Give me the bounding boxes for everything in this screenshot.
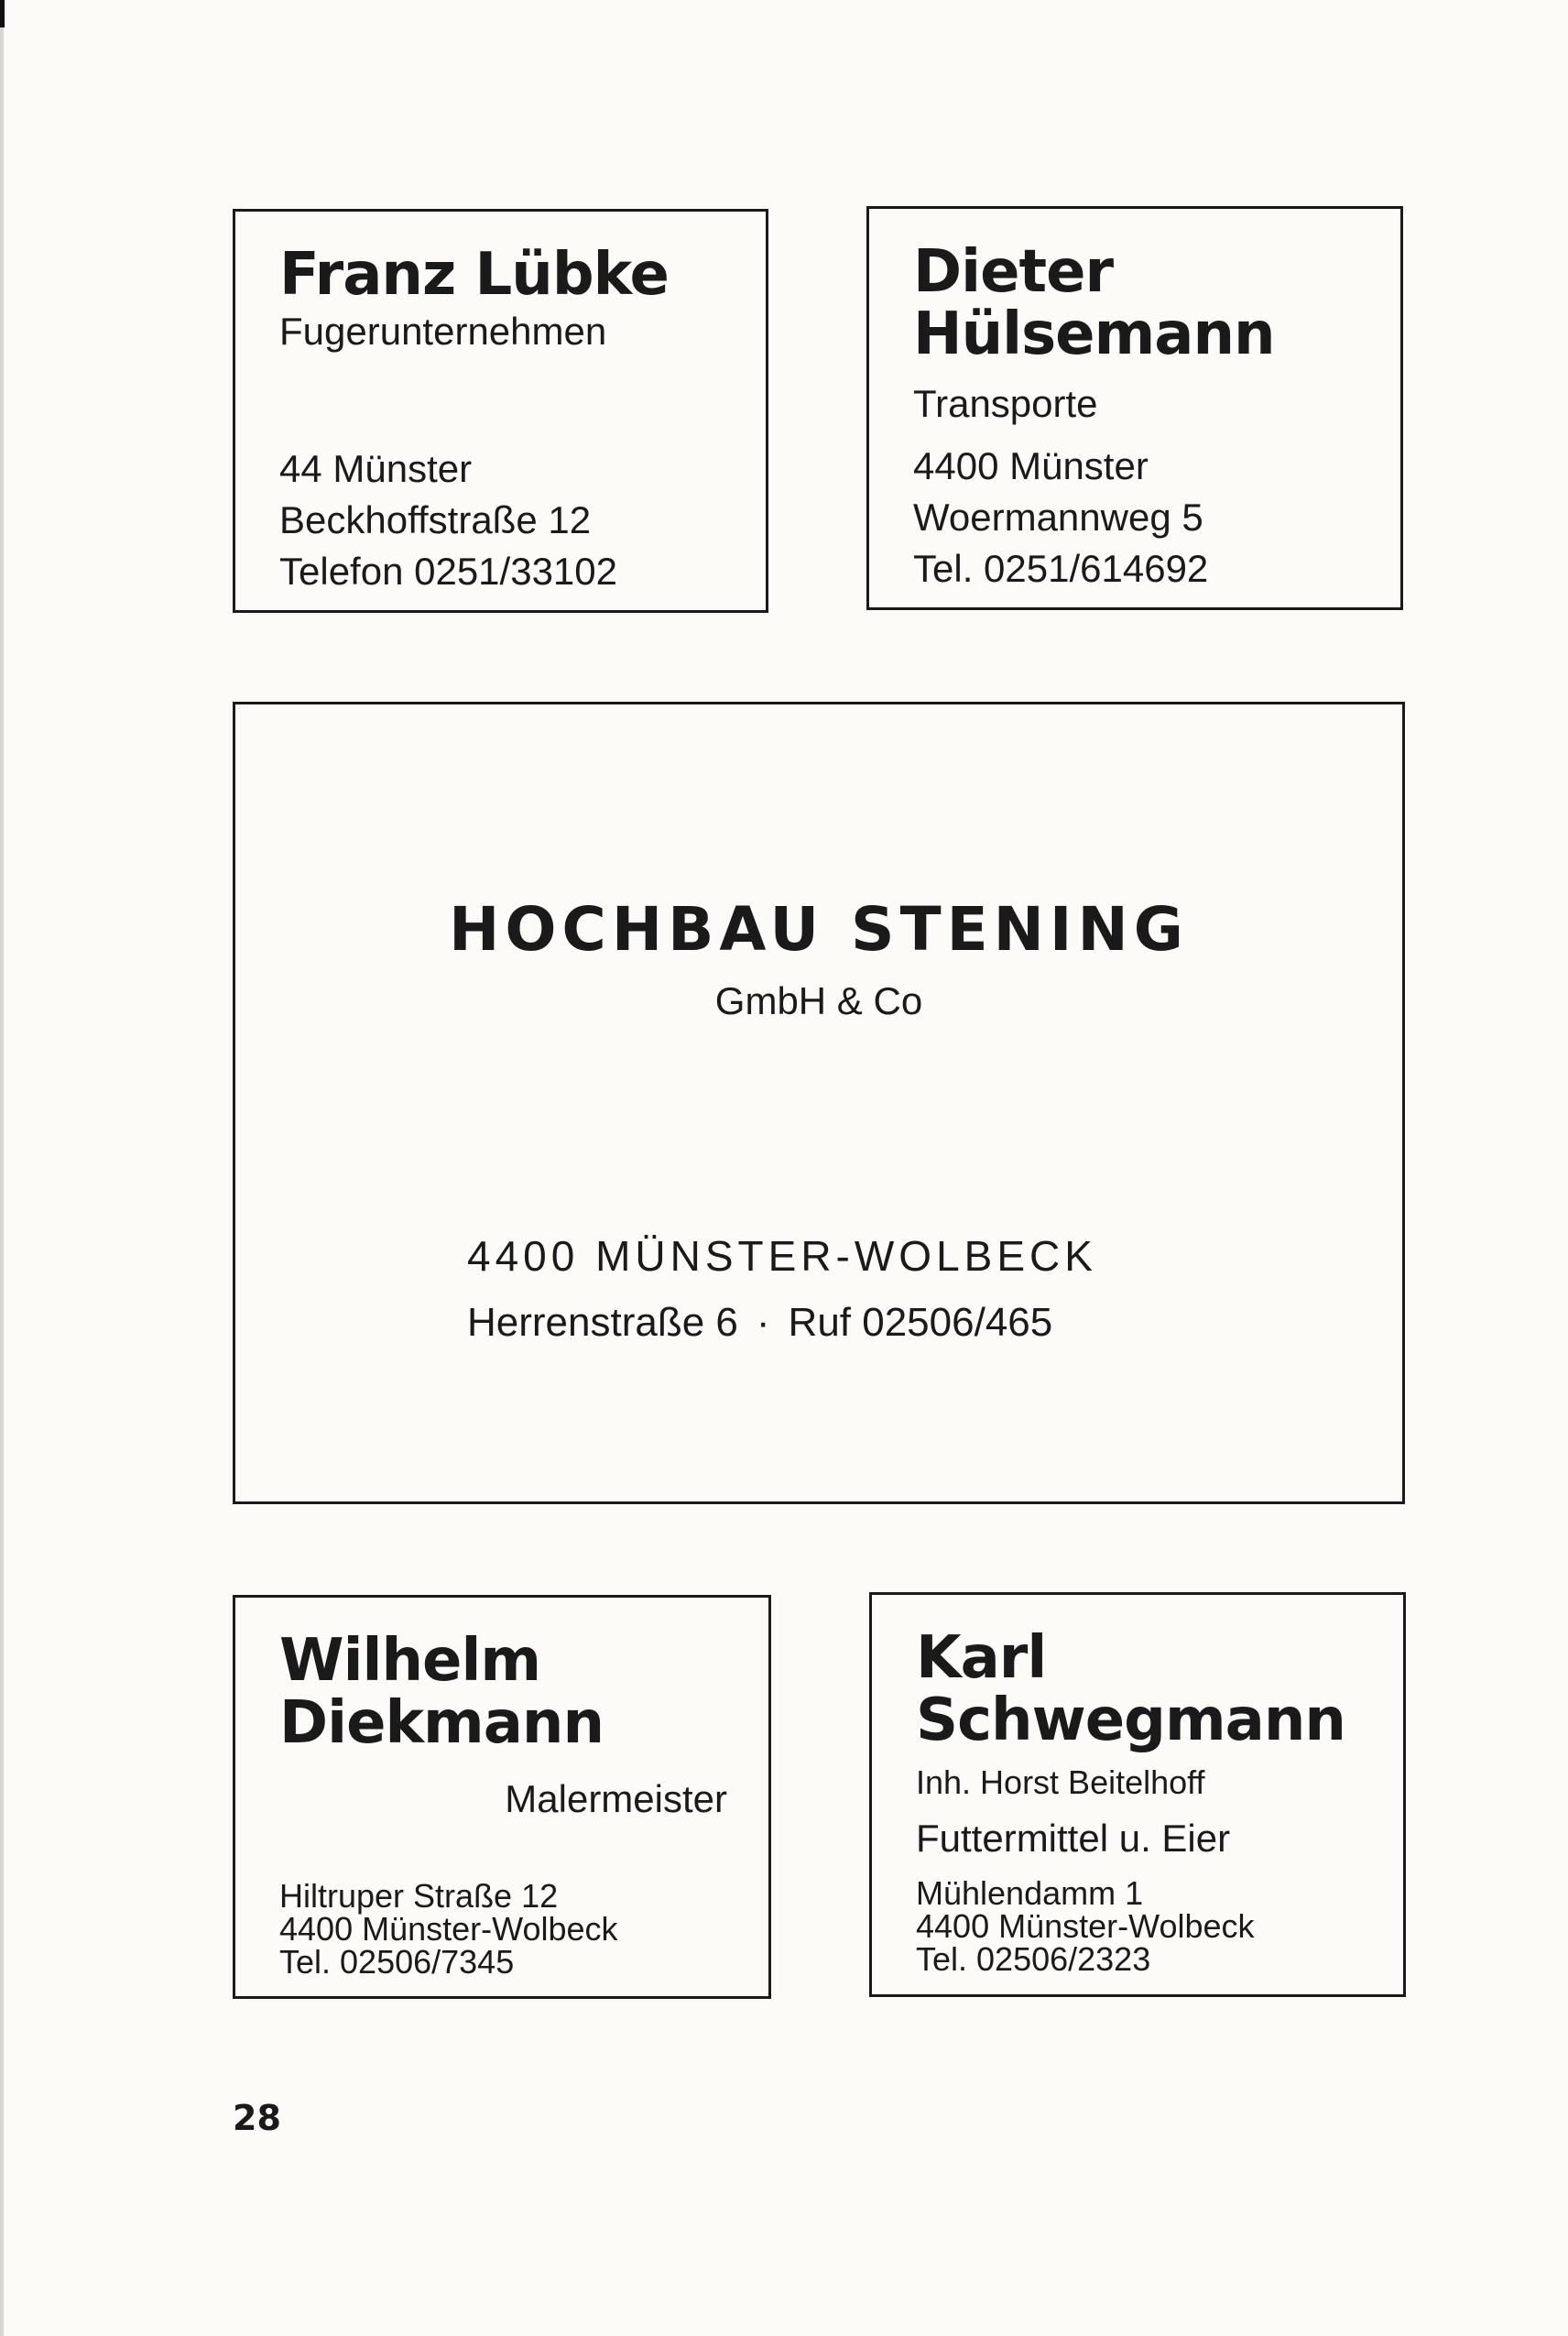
ad-karl-schwegmann (869, 1592, 1406, 1997)
ad-name-line: Karl (916, 1624, 1047, 1692)
ad-name-line: Dieter (913, 238, 1114, 306)
address-line: Mühlendamm 1 (916, 1874, 1144, 1912)
phone-line: Tel. 02506/7345 (279, 1943, 515, 1981)
ad-name-line: Schwegmann (916, 1687, 1345, 1754)
ad-address (279, 443, 617, 597)
ad-address (916, 1874, 1255, 1978)
ad-owner: Inh. Horst Beitelhoff (916, 1763, 1205, 1801)
page-number: 28 (233, 2098, 281, 2138)
ad-address (913, 441, 1208, 595)
address-line: 44 Münster (279, 447, 473, 490)
phone-line: Telefon 0251/33102 (279, 550, 617, 593)
address-line: 4400 Münster-Wolbeck (916, 1907, 1255, 1945)
ad-franz-luebke (233, 209, 768, 613)
ad-name-line: Wilhelm (279, 1627, 541, 1695)
ad-hochbau-stening (233, 702, 1405, 1504)
ad-goods: Futtermittel u. Eier (916, 1817, 1231, 1860)
separator-dot: · (756, 1300, 770, 1345)
ad-company-name: HOCHBAU STENING (449, 894, 1189, 965)
ad-dieter-huelsemann (866, 206, 1403, 610)
ad-company-form: GmbH & Co (714, 979, 923, 1022)
ad-name-line: Hülsemann (913, 300, 1275, 368)
ad-trade: Malermeister (505, 1777, 727, 1820)
ad-address (279, 1877, 618, 1981)
ad-name-line: Diekmann (279, 1689, 604, 1757)
ad-trade: Fugerunternehmen (279, 310, 607, 353)
ad-street: Herrenstraße 6 (467, 1300, 738, 1345)
ad-trade: Transporte (913, 382, 1098, 425)
ad-name: Franz Lübke (279, 241, 669, 309)
address-line: Hiltruper Straße 12 (279, 1877, 559, 1915)
top-edge-mark (0, 0, 5, 27)
ad-street-line (467, 1300, 1052, 1346)
phone-line: Tel. 0251/614692 (913, 547, 1209, 590)
ad-city: 4400 MÜNSTER-WOLBECK (467, 1232, 1097, 1280)
address-line: Beckhoffstraße 12 (279, 498, 592, 541)
address-line: Woermannweg 5 (913, 496, 1203, 539)
address-line: 4400 Münster (913, 444, 1149, 487)
page-edge (0, 0, 4, 2336)
ad-wilhelm-diekmann (233, 1595, 771, 1999)
address-line: 4400 Münster-Wolbeck (279, 1910, 618, 1948)
phone-line: Tel. 02506/2323 (916, 1940, 1151, 1978)
ad-phone: Ruf 02506/465 (788, 1300, 1053, 1345)
